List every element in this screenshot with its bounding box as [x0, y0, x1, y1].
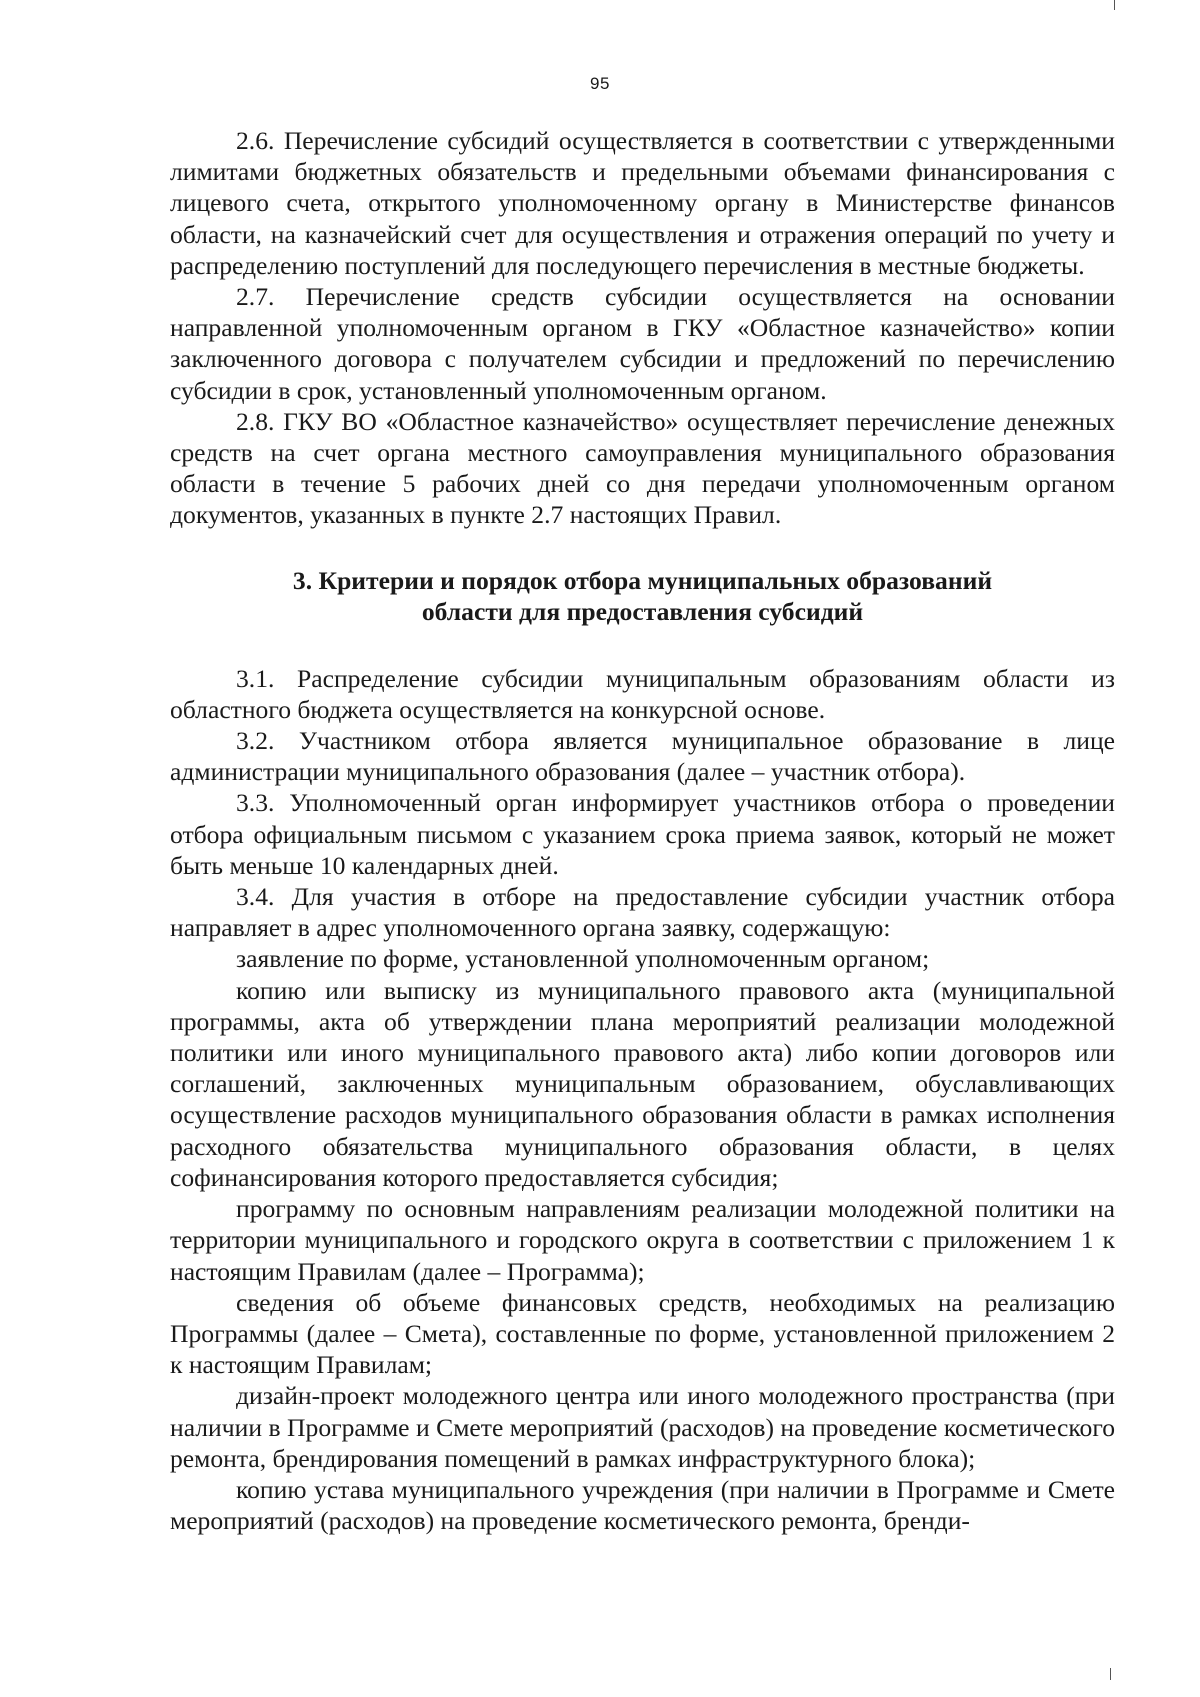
- paragraph-3-3: 3.3. Уполномоченный орган информирует участников отбора о проведении отбора официальным письмом с указанием срока приема заявок, который не может быть меньше 10 календарных дней.: [170, 788, 1115, 880]
- page-number: 95: [590, 74, 610, 93]
- paragraph-3-2: 3.2. Участником отбора является муниципальное образование в лице администрации муниципального образования (далее – участник отбора).: [170, 726, 1115, 787]
- list-item-program: программу по основным направлениям реализации молодежной политики на территории муниципального и городского округа в соответствии с приложением 1 к настоящим Правилам (далее – Программа);: [170, 1194, 1115, 1286]
- paragraph-2-8: 2.8. ГКУ ВО «Областное казначейство» осуществляет перечисление денежных средств на счет органа местного самоуправления муниципального образования области в течение 5 рабочих дней со дня передачи уполномоченным органом документов, указанных в пункте 2.7 настоящих Правил.: [170, 406, 1115, 530]
- section-heading-line-2: области для предоставления субсидий: [421, 596, 864, 626]
- scan-mark-bottom-right: [1110, 1668, 1111, 1680]
- list-item-legal-act-copy: копию или выписку из муниципального правового акта (муниципальной программы, акта об утверждении плана мероприятий реализации молодежной политики или иного муниципального правового акта) либо копии договоров или соглашений, заключенных муниципальным образованием, обуславливающих осуществление расходов муниципального образования области в рамках исполнения расходного обязательства муниципального образования области, в целях софинансирования которого предоставляется субсидия;: [170, 975, 1115, 1192]
- list-item-application: заявление по форме, установленной уполномоченным органом;: [236, 944, 930, 974]
- list-item-charter-copy: копию устава муниципального учреждения (при наличии в Программе и Смете мероприятий (расходов) на проведение косметического ремонта, бренди-: [170, 1474, 1115, 1536]
- section-heading: [170, 565, 1115, 627]
- list-item-design-project: дизайн-проект молодежного центра или иного молодежного пространства (при наличии в Программе и Смете мероприятий (расходов) на проведение косметического ремонта, брендирования помещений в рамках инфраструктурного блока);: [170, 1381, 1115, 1473]
- paragraph-3-4: 3.4. Для участия в отборе на предоставление субсидии участник отбора направляет в адрес уполномоченного органа заявку, содержащую:: [170, 882, 1115, 943]
- paragraph-3-1: 3.1. Распределение субсидии муниципальным образованиям области из областного бюджета осуществляется на конкурсной основе.: [170, 663, 1115, 724]
- section-heading-line-1: 3. Критерии и порядок отбора муниципальных образований: [292, 565, 993, 595]
- paragraph-2-6: 2.6. Перечисление субсидий осуществляется в соответствии с утвержденными лимитами бюджетных обязательств и предельными объемами финансирования с лицевого счета, открытого уполномоченному органу в Министерстве финансов области, на казначейский счет для осуществления и отражения операций по учету и распределению поступлений для последующего перечисления в местные бюджеты.: [170, 126, 1115, 280]
- paragraph-2-7: 2.7. Перечисление средств субсидии осуществляется на основании направленной уполномоченным органом в ГКУ «Областное казначейство» копии заключенного договора с получателем субсидии и предложений по перечислению субсидии в срок, установленный уполномоченным органом.: [170, 282, 1115, 405]
- list-item-estimate: сведения об объеме финансовых средств, необходимых на реализацию Программы (далее – Смета), составленные по форме, установленной приложением 2 к настоящим Правилам;: [170, 1287, 1115, 1380]
- scan-mark-top-right: [1114, 0, 1115, 10]
- document-body: [170, 125, 1115, 1536]
